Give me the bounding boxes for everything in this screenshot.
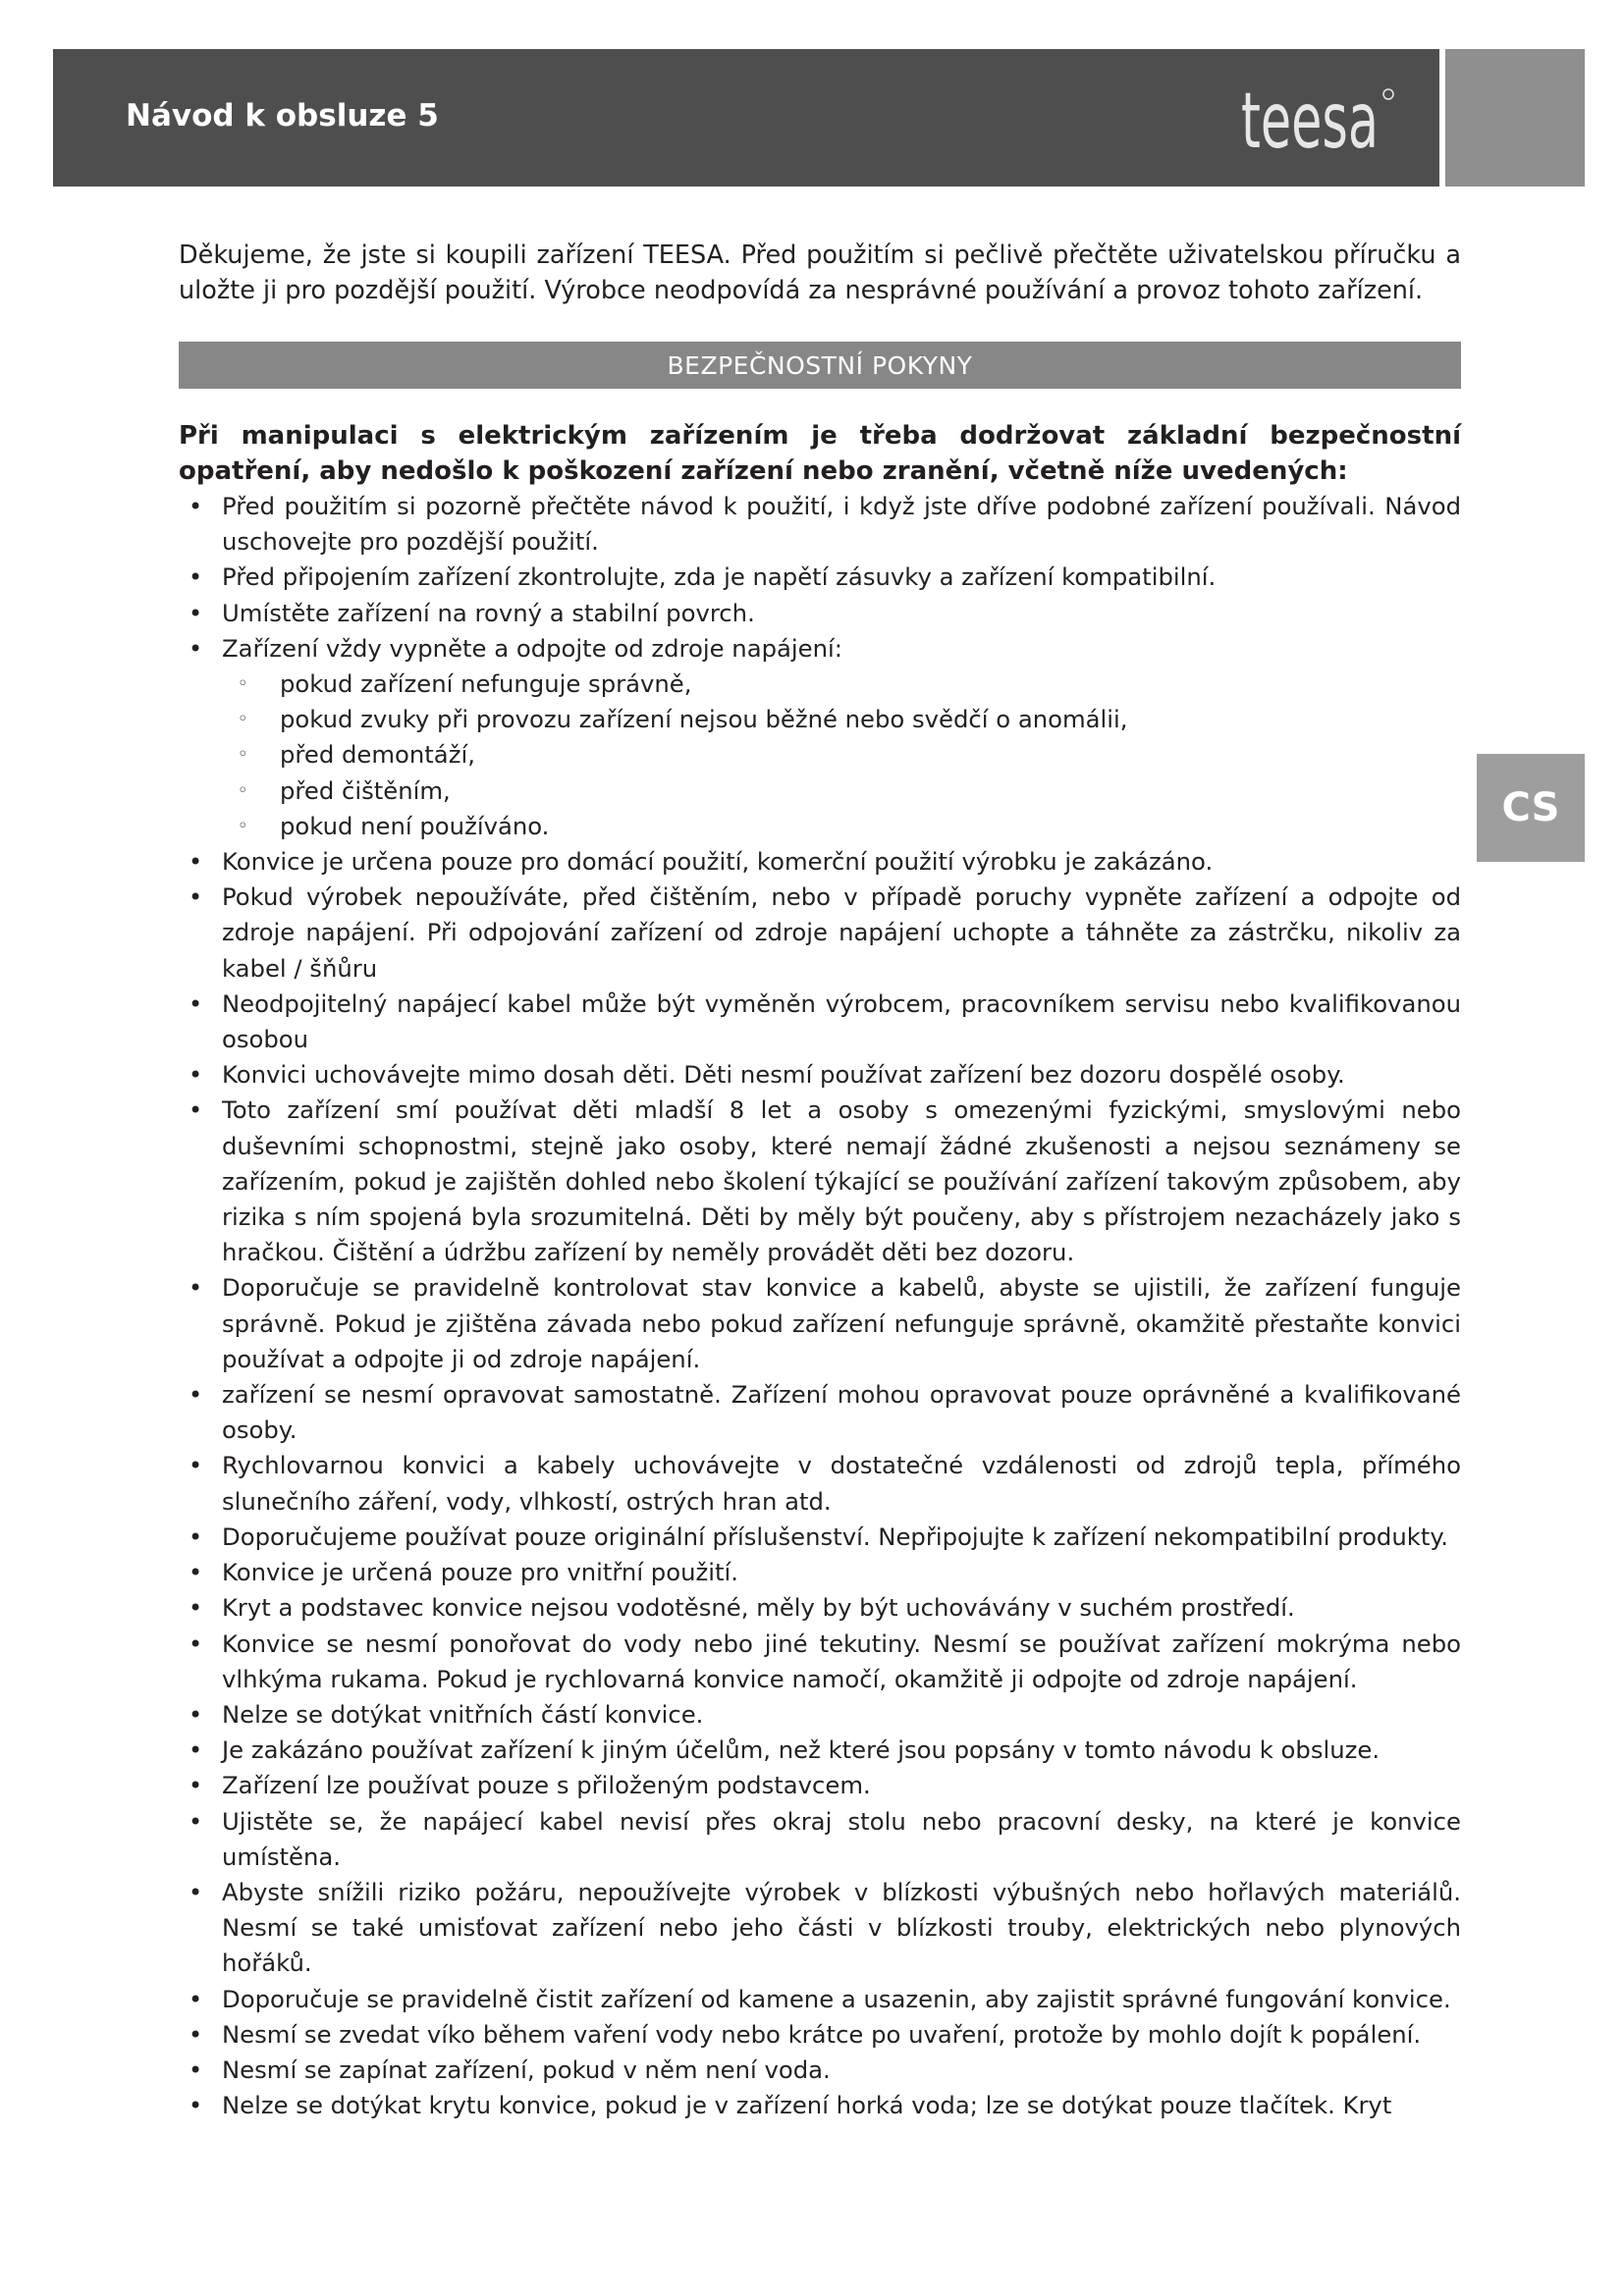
safety-item: • zařízení se nesmí opravovat samostatně. Zařízení mohou opravovat pouze oprávněné a kvalifikované osoby. <box>179 1377 1461 1448</box>
section-heading-bar <box>179 342 1461 389</box>
safety-subitem: ◦ před čištěním, <box>179 774 1461 809</box>
section-title: BEZPEČNOSTNÍ POKYNY <box>667 350 973 380</box>
bullet-icon: • <box>189 1559 203 1587</box>
language-tab: CS <box>1477 754 1585 862</box>
bullet-icon: • <box>189 1452 203 1480</box>
bullet-icon: • <box>189 848 203 877</box>
safety-item: • Konvici uchovávejte mimo dosah děti. Děti nesmí používat zařízení bez dozoru dospělé osoby. <box>179 1057 1461 1093</box>
bullet-icon: • <box>189 883 203 912</box>
bullet-icon: • <box>189 599 203 627</box>
logo-text: teesa <box>1241 78 1379 166</box>
bullet-icon: • <box>189 634 203 663</box>
bullet-icon: • <box>189 1522 203 1551</box>
safety-subitem: ◦ pokud zařízení nefunguje správně, <box>179 667 1461 702</box>
bullet-icon: • <box>189 1061 203 1090</box>
bullet-icon: • <box>189 1274 203 1303</box>
safety-list <box>179 489 1461 2123</box>
safety-item: • Umístěte zařízení na rovný a stabilní povrch. <box>179 596 1461 631</box>
sub-bullet-icon: ◦ <box>238 709 248 730</box>
sub-bullet-icon: ◦ <box>238 815 248 836</box>
safety-item: • Abyste snížili riziko požáru, nepoužívejte výrobek v blízkosti výbušných nebo hořlavých materiálů. Nesmí se také umisťovat zařízení nebo jeho části v blízkosti trouby, elektrických nebo plynových hořáků. <box>179 1875 1461 1982</box>
sub-bullet-icon: ◦ <box>238 744 248 766</box>
bullet-icon: • <box>189 563 203 592</box>
bullet-icon: • <box>189 2092 203 2120</box>
safety-item: • Toto zařízení smí používat děti mladší 8 let a osoby s omezenými fyzickými, smyslovými nebo duševními schopnostmi, stejně jako osoby, které nemají žádné zkušenosti a nejsou seznámeny se zařízením, pokud je zajištěn dohled nebo školení týkající se používání zařízení takovým způsobem, aby rizika s ním spojená byla srozumitelná. Děti by měly být poučeny, aby s přístrojem nezacházely jako s hračkou. Čištění a údržbu zařízení by neměly provádět děti bez dozoru. <box>179 1093 1461 1270</box>
safety-subitem: ◦ pokud zvuky při provozu zařízení nejsou běžné nebo svědčí o anomálii, <box>179 702 1461 737</box>
safety-item: • Nelze se dotýkat vnitřních částí konvice. <box>179 1697 1461 1733</box>
safety-item: • Doporučujeme používat pouze originální příslušenství. Nepřipojujte k zařízení nekompatibilní produkty. <box>179 1520 1461 1555</box>
bullet-icon: • <box>189 1807 203 1836</box>
safety-item: • Zařízení lze používat pouze s přiloženým podstavcem. <box>179 1768 1461 1803</box>
header-side-block <box>1445 49 1585 187</box>
bullet-icon: • <box>189 1700 203 1729</box>
sub-bullet-icon: ◦ <box>238 779 248 801</box>
intro-paragraph: Děkujeme, že jste si koupili zařízení TEESA. Před použitím si pečlivě přečtěte uživatelskou příručku a uložte ji pro pozdější použití. Výrobce neodpovídá za nesprávné používání a provoz tohoto zařízení. <box>179 240 1461 305</box>
page-title: Návod k obsluze 5 <box>126 98 439 133</box>
bullet-icon: • <box>189 1381 203 1410</box>
safety-item: • Kryt a podstavec konvice nejsou vodotěsné, měly by být uchovávány v suchém prostředí. <box>179 1590 1461 1626</box>
safety-item: • Zařízení vždy vypněte a odpojte od zdroje napájení: <box>179 631 1461 667</box>
sub-bullet-icon: ◦ <box>238 673 248 695</box>
safety-item: • Pokud výrobek nepoužíváte, před čištěním, nebo v případě poruchy vypněte zařízení a odpojte od zdroje napájení. Při odpojování zařízení od zdroje napájení uchopte a táhněte za zástrčku, nikoliv za kabel / šňůru <box>179 880 1461 987</box>
safety-item: • Doporučuje se pravidelně čistit zařízení od kamene a usazenin, aby zajistit správné fungování konvice. <box>179 1982 1461 2017</box>
safety-item: • Před použitím si pozorně přečtěte návod k použití, i když jste dříve podobné zařízení používali. Návod uschovejte pro pozdější použití. <box>179 489 1461 560</box>
registered-mark <box>1383 89 1393 99</box>
bullet-icon: • <box>189 989 203 1018</box>
safety-item: • Nesmí se zvedat víko během vaření vody nebo krátce po uvaření, protože by mohlo dojít k popálení. <box>179 2017 1461 2053</box>
bullet-icon: • <box>189 1096 203 1125</box>
safety-item: • Nesmí se zapínat zařízení, pokud v něm není voda. <box>179 2053 1461 2088</box>
safety-item: • Před připojením zařízení zkontrolujte, zda je napětí zásuvky a zařízení kompatibilní. <box>179 560 1461 595</box>
bullet-icon: • <box>189 2056 203 2084</box>
bullet-icon: • <box>189 493 203 520</box>
safety-item: • Doporučuje se pravidelně kontrolovat stav konvice a kabelů, abyste se ujistili, že zařízení funguje správně. Pokud je zjištěna závada nebo pokud zařízení nefunguje správně, okamžitě přestaňte konvici používat a odpojte ji od zdroje napájení. <box>179 1270 1461 1377</box>
safety-subitem: ◦ pokud není používáno. <box>179 809 1461 844</box>
safety-item: • Je zakázáno používat zařízení k jiným účelům, než které jsou popsány v tomto návodu k obsluze. <box>179 1733 1461 1768</box>
safety-item: • Ujistěte se, že napájecí kabel nevisí přes okraj stolu nebo pracovní desky, na které je konvice umístěna. <box>179 1804 1461 1875</box>
safety-item: • Konvice se nesmí ponořovat do vody nebo jiné tekutiny. Nesmí se používat zařízení mokrýma nebo vlhkýma rukama. Pokud je rychlovarná konvice namočí, okamžitě ji odpojte od zdroje napájení. <box>179 1627 1461 1697</box>
safety-lead-text: Při manipulaci s elektrickým zařízením je třeba dodržovat základní bezpečnostní opatření, aby nedošlo k poškození zařízení nebo zranění, včetně níže uvedených: <box>179 421 1461 486</box>
safety-item: • Rychlovarnou konvici a kabely uchovávejte v dostatečné vzdálenosti od zdrojů tepla, přímého slunečního záření, vody, vlhkostí, ostrých hran atd. <box>179 1448 1461 1519</box>
safety-item: • Konvice je určena pouze pro domácí použití, komerční použití výrobku je zakázáno. <box>179 844 1461 880</box>
bullet-icon: • <box>189 1736 203 1765</box>
bullet-icon: • <box>189 1878 203 1906</box>
teesa-logo <box>1239 71 1406 166</box>
bullet-icon: • <box>189 1985 203 2013</box>
bullet-icon: • <box>189 2020 203 2049</box>
bullet-icon: • <box>189 1629 203 1658</box>
bullet-icon: • <box>189 1594 203 1623</box>
manual-content <box>179 238 1461 2123</box>
safety-item: • Nelze se dotýkat krytu konvice, pokud je v zařízení horká voda; lze se dotýkat pouze tlačítek. Kryt <box>179 2088 1461 2123</box>
safety-subitem: ◦ před demontáží, <box>179 737 1461 773</box>
bullet-icon: • <box>189 1772 203 1800</box>
safety-item: • Neodpojitelný napájecí kabel může být vyměněn výrobcem, pracovníkem servisu nebo kvalifikovanou osobou <box>179 987 1461 1057</box>
safety-item: • Konvice je určená pouze pro vnitřní použití. <box>179 1555 1461 1590</box>
